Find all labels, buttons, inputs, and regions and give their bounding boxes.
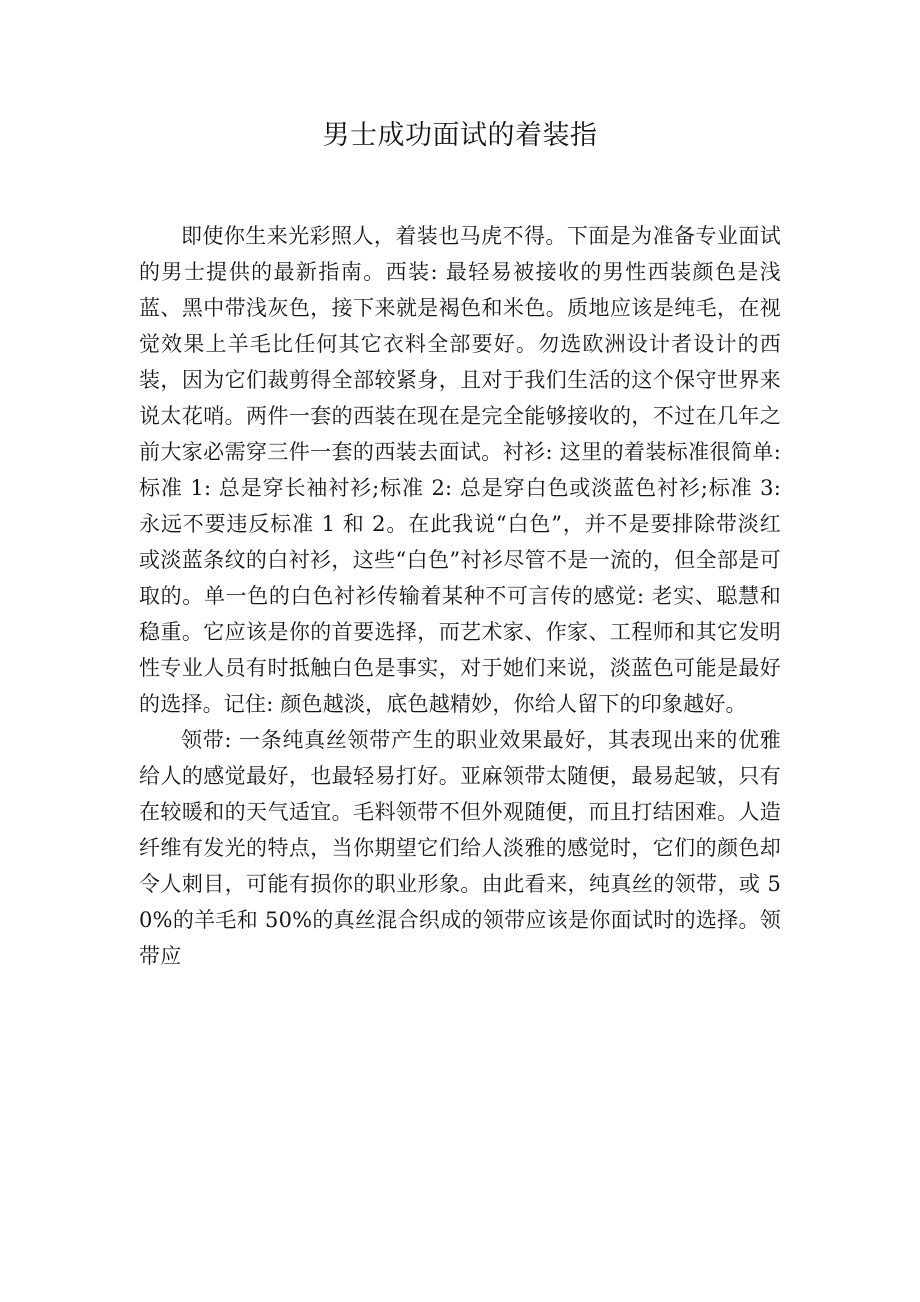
page-title: 男士成功面试的着装指 bbox=[322, 120, 598, 151]
document-body bbox=[139, 218, 781, 974]
paragraph-suit-shirt: 即使你生来光彩照人，着装也马虎不得。下面是为准备专业面试的男士提供的最新指南。西装: 最轻易被接收的男性西装颜色是浅蓝、黑中带浅灰色，接下来就是褐色和米色。质地应该是纯毛，在视觉效果上羊毛比任何其它衣料全部要好。勿选欧洲设计者设计的西装，因为它们裁剪得全部较紧身，且对于我们生活的这个保守世界来说太花哨。两件一套的西装在现在是完全能够接收的，不过在几年之前大家必需穿三件一套的西装去面试。衬衫: 这里的着装标准很简单: 标准 1: 总是穿长袖衬衫;标准 2: 总是穿白色或淡蓝色衬衫;标准 3: 永远不要违反标准 1 和 2。在此我说“白色”，并不是要排除带淡红或淡蓝条纹的白衬衫，这些“白色”衬衫尽管不是一流的，但全部是可取的。单一色的白色衬衫传输着某种不可言传的感觉: 老实、聪慧和稳重。它应该是你的首要选择，而艺术家、作家、工程师和其它发明性专业人员有时抵触白色是事实，对于她们来说，淡蓝色可能是最好的选择。记住: 颜色越淡，底色越精妙，你给人留下的印象越好。 bbox=[139, 224, 781, 716]
paragraph-tie: 领带: 一条纯真丝领带产生的职业效果最好，其表现出来的优雅给人的感觉最好，也最轻易打好。亚麻领带太随便，最易起皱，只有在较暖和的天气适宜。毛料领带不但外观随便，而且打结困难。人造纤维有发光的特点，当你期望它们给人淡雅的感觉时，它们的颜色却令人刺目，可能有损你的职业形象。由此看来，纯真丝的领带，或 50%的羊毛和 50%的真丝混合织成的领带应该是你面试时的选择。领带应 bbox=[139, 728, 781, 968]
